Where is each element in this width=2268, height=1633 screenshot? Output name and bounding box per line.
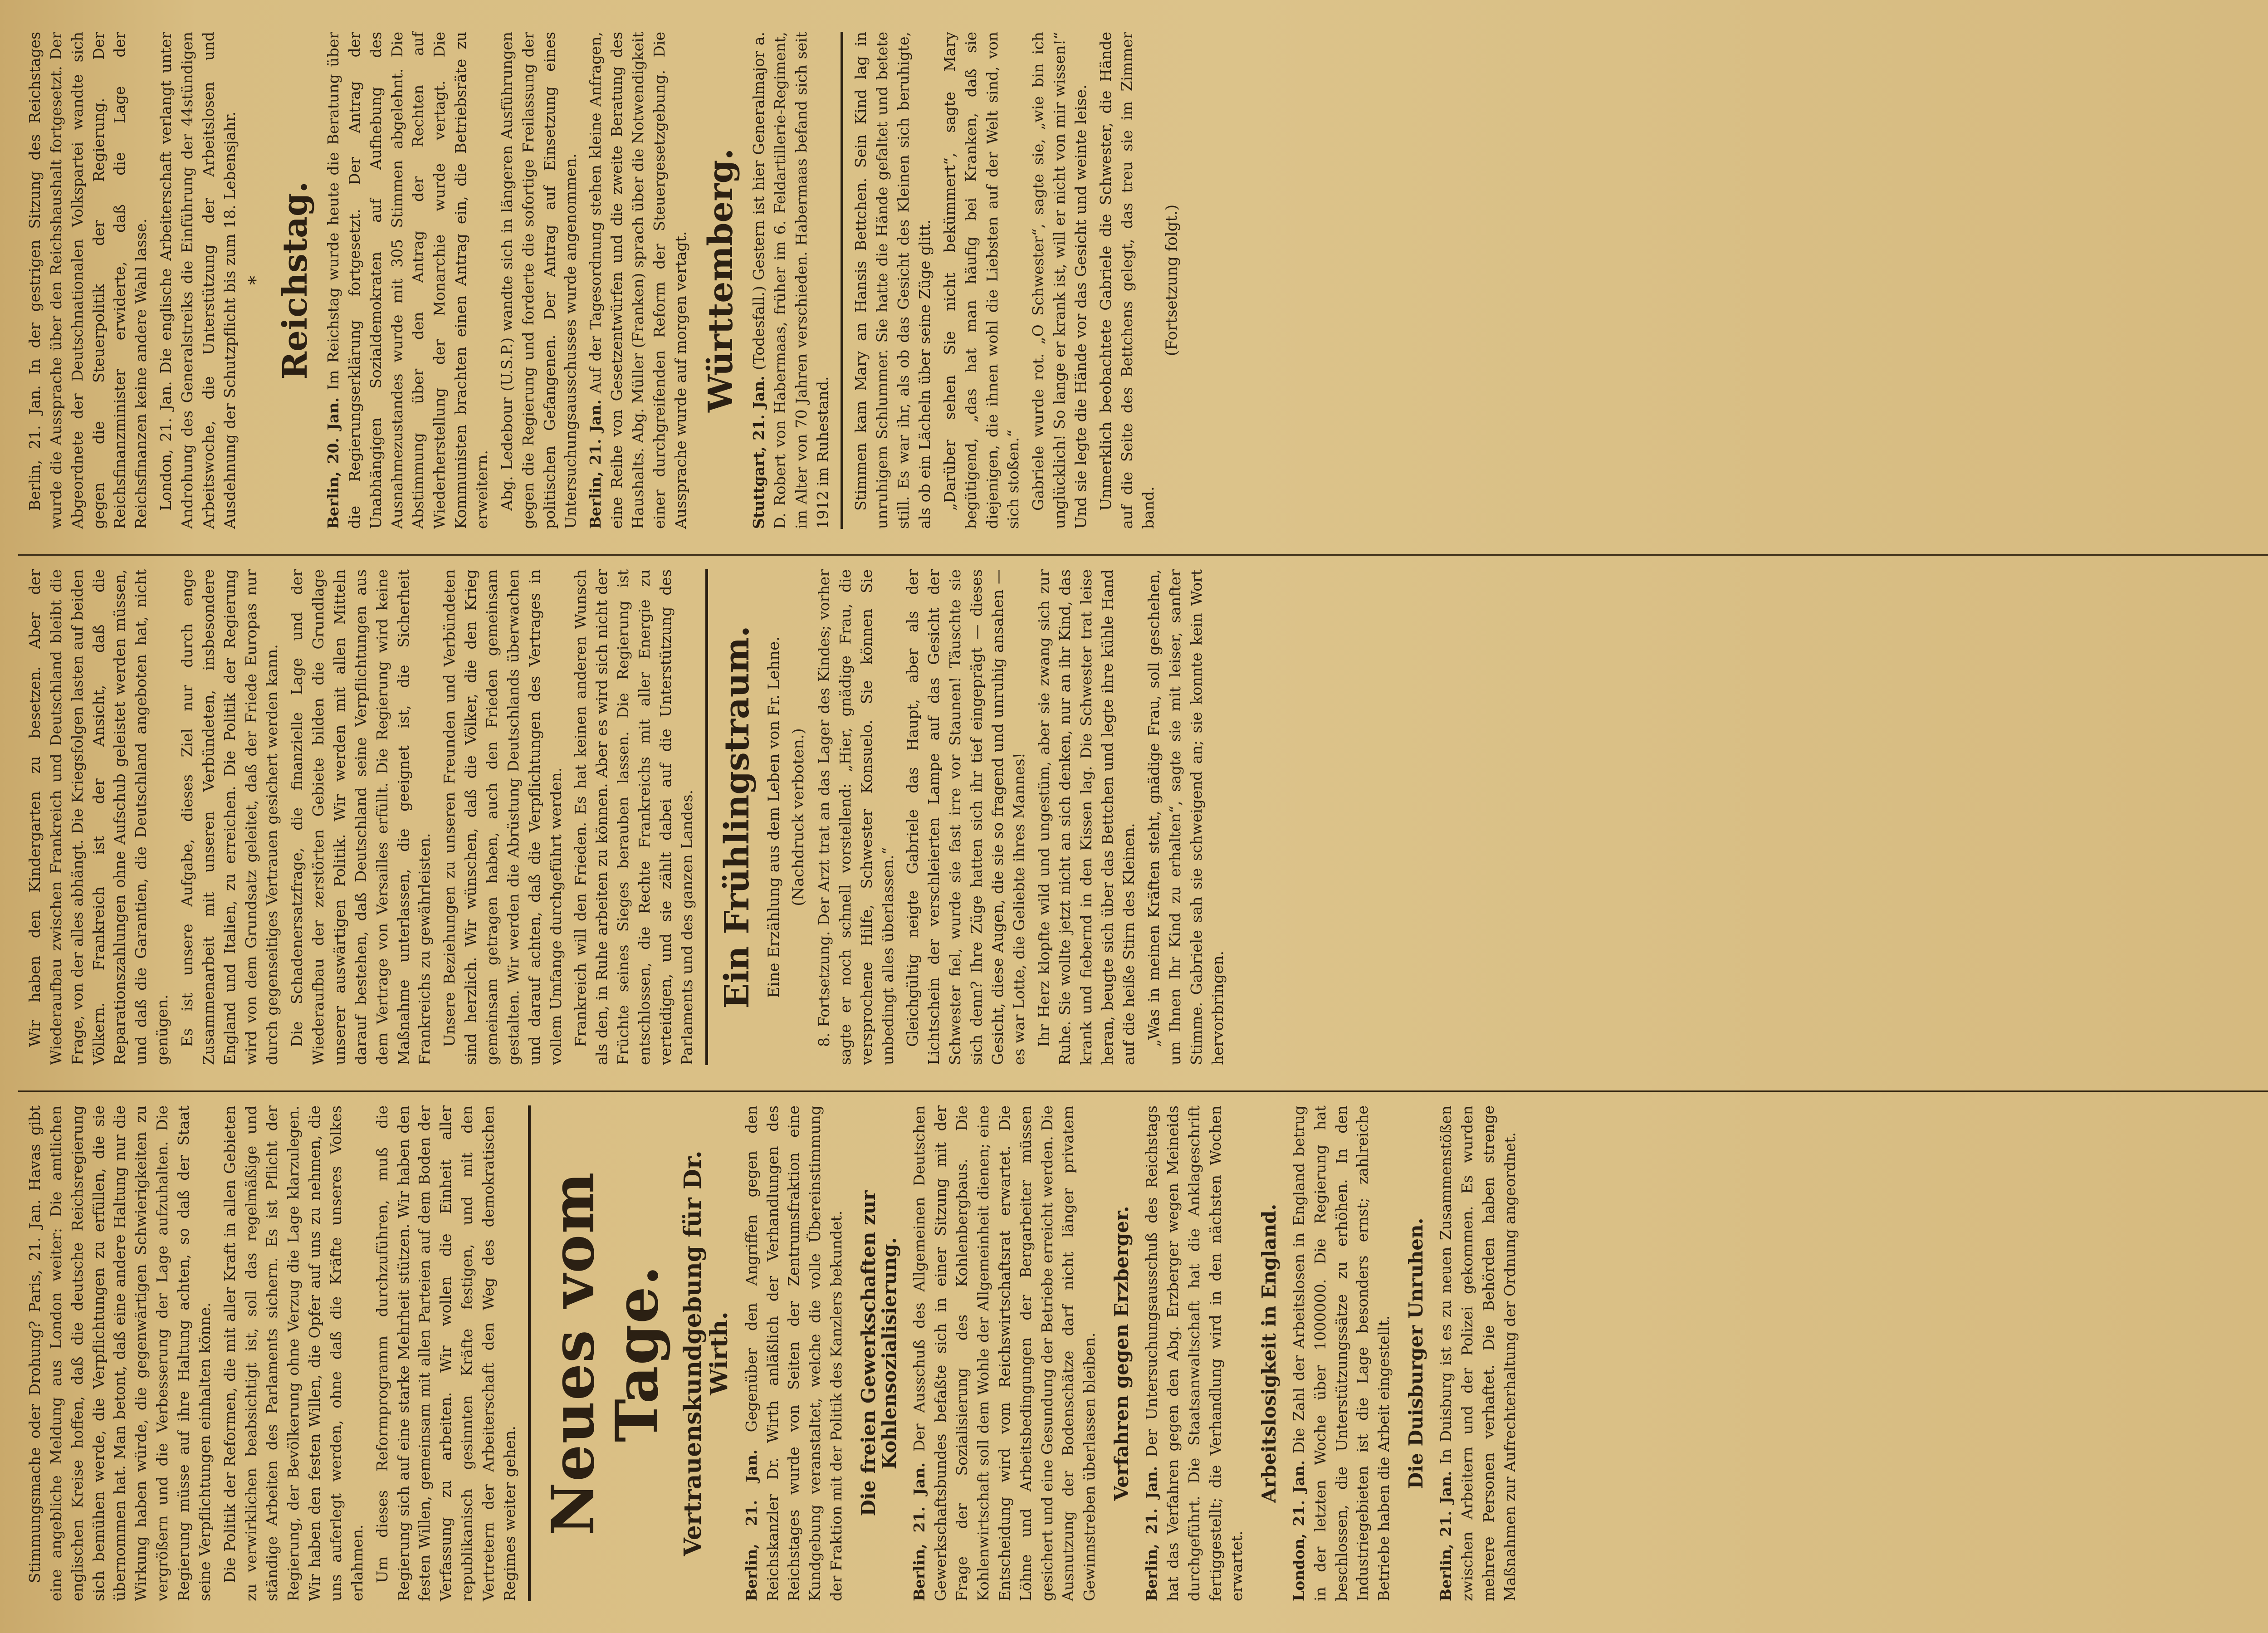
body-paragraph: 8. Fortsetzung. Der Arzt trat an das Lager des Kindes; vorher sagte er noch schnell vorstellend: „Hier, gnädige Frau, die versprochene Hilfe, Schwester Konsuelo. Sie können Sie unbedingt alles überlassen.“ (815, 569, 897, 1065)
body-paragraph: Abg. Ledebour (U.S.P.) wandte sich in längeren Ausführungen gegen die Regierung und forderte die sofortige Freilassung der politischen Gefangenen. Der Antrag auf Einsetzung eines Untersuchungsausschusses wurde angenommen. (498, 32, 580, 529)
article-headline: Verfahren gegen Erzberger. (1110, 1206, 1133, 1501)
news-item (1289, 1105, 1395, 1601)
body-paragraph: Die Politik der Reformen, die mit aller Kraft in allen Gebieten zu verwirklichen beabsichtigt ist, soll das regelmäßige und ständige Arbeiten des Parlaments sichern. Es ist Pflicht der Regierung, der Bevölkerung ohne Verzug die Lage klarzulegen. Wir haben den festen Willen, die Opfer auf uns zu nehmen, die uns auferlegt werden, ohne daß die Kräfte unseres Volkes erlahmen. (220, 1105, 366, 1601)
body-paragraph: Unmerklich beobachtete Gabriele die Schwester, die Hände auf die Seite des Bettchens gelegt, das treu sie im Zimmer band. (1096, 32, 1157, 529)
article-subline: (Nachdruck verboten.) (789, 728, 808, 906)
dateline-place: Stuttgart, 21. Jan. (749, 376, 767, 529)
body-paragraph: London, 21. Jan. Die englische Arbeiterschaft verlangt unter Androhung des Generalstreiks die Einführung der 44stündigen Arbeitswoche, die Unterstützung der Arbeitslosen und Ausdehnung der Schutzpflicht bis zum 18. Lebensjahr. (157, 32, 239, 529)
column-1 (18, 1090, 2268, 1615)
section-divider (528, 1105, 531, 1601)
body-paragraph: Es ist unsere Aufgabe, dieses Ziel nur durch enge Zusammenarbeit mit unseren Verbündeten, insbesondere England und Italien, zu erreichen. Die Politik der Regierung wird von dem Grundsatz geleitet, daß der Friede Europas nur durch gegenseitiges Vertrauen gesichert werden kann. (178, 569, 281, 1065)
article-headline: Ein Frühlingstraum. (717, 626, 757, 1009)
dateline-place: Berlin, 21. Jan. (742, 1449, 760, 1601)
body-paragraph: „Darüber sehen Sie nicht bekümmert“, sagte Mary begütigend, „das hat man häufig bei Kranken, daß sie diejenigen, die ihnen wohl die Liebsten auf der Welt sind, von sich stoßen.“ (940, 32, 1022, 529)
article-headline: Arbeitslosigkeit in England. (1257, 1203, 1280, 1503)
body-paragraph: Unsere Beziehungen zu unseren Freunden und Verbündeten sind herzlich. Wir wünschen, daß die Völker, die den Krieg gemeinsam getragen haben, auch den Frieden gemeinsam gestalten. Wir werden die Abrüstung Deutschlands überwachen und darauf achten, daß die Verpflichtungen des Vertrages in vollem Umfange durchgeführt werden. (440, 569, 565, 1065)
dateline-place: Berlin, 20. Jan. (324, 397, 342, 529)
body-paragraph: Wir haben den Kindergarten zu besetzen. Aber der Wiederaufbau zwischen Frankreich und Deutschland bleibt die Frage, von der alles abhängt. Die Kriegsfolgen lasten auf beiden Völkern. Frankreich ist der Ansicht, daß die Reparationszahlungen ohne Aufschub geleistet werden müssen, und daß die Garantien, die Deutschland angeboten hat, nicht genügen. (26, 569, 171, 1065)
news-item (748, 32, 833, 529)
column-grid (18, 18, 2268, 1615)
body-paragraph: Stimmungsmache oder Drohung? Paris, 21. Jan. Havas gibt eine angebliche Meldung aus London weiter: Die amtlichen englischen Kreise hoffen, daß die deutsche Reichsregierung sich bemühen werde, die Verpflichtungen zu erfüllen, die sie übernommen hat. Man betont, daß eine andere Haltung nur die Wirkung haben würde, die gegenwärtigen Schwierigkeiten zu vergrößern und die Verbesserung der Lage aufzuhalten. Die Regierung müsse auf ihre Haltung achten, so daß der Staat seine Verpflichtungen einhalten könne. (26, 1105, 214, 1601)
section-divider (841, 32, 843, 529)
news-item (1141, 1105, 1247, 1601)
news-text: (Todesfall.) Gestern ist hier Generalmajor a. D. Robert von Habermaas, früher im 6. Feldartillerie-Regiment, im Alter von 70 Jahren verschieden. Habermaas befand sich seit 1912 im Ruhestand. (749, 31, 831, 529)
news-text: Im Reichstag wurde heute die Beratung über die Regierungserklärung fortgesetzt. Der Antrag der Unabhängigen Sozialdemokraten auf Aufhebung des Ausnahmezustandes wurde mit 305 Stimmen abgelehnt. Die Abstimmung über den Antrag der Rechten auf Wiederherstellung der Monarchie wurde vertagt. Die Kommunisten brachten einen Antrag ein, die Betriebsräte zu erweitern. (324, 32, 491, 529)
body-paragraph: Gleichgültig neigte Gabriele das Haupt, aber als der Lichtschein der verschleierten Lampe auf das Gesicht der Schwester fiel, wurde sie fast irre vor Staunen! Täuschte sie sich denn? Ihre Züge hatten sich ihr tief eingeprägt — dieses Gesicht, diese Augen, die sie so fragend und unruhig ansahen — es war Lotte, die Geliebte ihres Mannes! (904, 569, 1028, 1065)
dateline-place: Berlin, 21. Jan. (910, 1462, 929, 1601)
article-headline: Neues vom Tage. (539, 1171, 671, 1535)
body-paragraph: Stimmen kam Mary an Hansis Bettchen. Sein Kind lag in unruhigem Schlummer. Sie hatte die Hände gefaltet und betete still. Es war ihr, als ob das Gesicht des Kleinen sich beruhigte, als ob ein Lächeln über seine Züge glitt. (852, 32, 934, 529)
dateline-place: Berlin, 21. Jan. (1143, 1466, 1161, 1601)
ornament-star: * (245, 276, 266, 285)
news-item (741, 1105, 847, 1601)
article-headline: Die Duisburger Unruhen. (1405, 1217, 1427, 1489)
news-item (909, 1105, 1100, 1601)
news-item (585, 32, 691, 529)
column-3 (18, 18, 2268, 543)
article-headline: Die freien Gewerkschaften zur Kohlensozialisierung. (857, 1190, 901, 1516)
news-text: Auf der Tagesordnung stehen kleine Anfragen, eine Reihe von Gesetzentwürfen und die zweite Beratung des Haushalts. Abg. Müller (Franken) sprach über die Notwendigkeit einer durchgreifenden Reform der Steuergesetzgebung. Die Aussprache wurde auf morgen vertagt. (587, 32, 689, 529)
dateline-place: Berlin, 21. Jan. (587, 399, 605, 529)
body-paragraph: Berlin, 21. Jan. In der gestrigen Sitzung des Reichstages wurde die Aussprache über den Reichshaushalt fortgesetzt. Der Abgeordnete der Deutschnationalen Volkspartei wandte sich gegen die Steuerpolitik der Regierung. Der Reichsfinanzminister erwiderte, daß die Lage der Reichsfinanzen keine andere Wahl lasse. (26, 32, 150, 529)
body-paragraph: Um dieses Reformprogramm durchzuführen, muß die Regierung sich auf eine starke Mehrheit stützen. Wir haben den festen Willen, gemeinsam mit allen Parteien auf dem Boden der Verfassung zu arbeiten. Wir wollen die Einheit aller republikanisch gesinnten Kräfte festigen, und mit den Vertretern der Arbeiterschaft den Weg des demokratischen Regimes weiter gehen. (373, 1105, 518, 1601)
news-text: Der Ausschuß des Allgemeinen Deutschen Gewerkschaftsbundes befaßte sich in einer Sitzung mit der Frage der Sozialisierung des Kohlenbergbaus. Die Kohlenwirtschaft soll dem Wohle der Allgemeinheit dienen; eine Entscheidung wird vom Reichswirtschaftsrat erwartet. Die Löhne und Arbeitsbedingungen der Bergarbeiter müssen gesichert und eine Gesundung der Betriebe erreicht werden. Die Ausnutzung der Bodenschätze darf nicht länger privatem Gewinnstreben überlassen bleiben. (910, 1105, 1099, 1601)
article-subline: (Fortsetzung folgt.) (1163, 204, 1181, 357)
body-paragraph: Ihr Herz klopfte wild und ungestüm, aber sie zwang sich zur Ruhe. Sie wollte jetzt nicht an sich denken, nur an ihr Kind, das krank und fiebernd in den Kissen lag. Die Schwester trat leise heran, beugte sich über das Bettchen und legte ihre kühle Hand auf die heiße Stirn des Kleinen. (1035, 569, 1138, 1065)
article-headline: Reichstag. (275, 181, 315, 380)
column-2 (18, 554, 2268, 1079)
article-headline: Württemberg. (701, 148, 740, 412)
rotated-newspaper (18, 18, 2268, 1615)
article-headline: Vertrauenskundgebung für Dr. Wirth. (679, 1150, 733, 1556)
news-item (323, 32, 493, 529)
section-divider (705, 569, 708, 1065)
news-text: Gegenüber den Angriffen gegen den Reichskanzler Dr. Wirth anläßlich der Verhandlungen des Reichstages wurde von Seiten der Zentrumsfraktion eine Kundgebung veranstaltet, welche die volle Übereinstimmung der Fraktion mit der Politik des Kanzlers bekundet. (742, 1105, 846, 1601)
article-subline: Eine Erzählung aus dem Leben von Fr. Lehne. (765, 636, 783, 998)
news-item (1436, 1105, 1520, 1601)
dateline-place: Berlin, 21. Jan. (1437, 1471, 1455, 1601)
body-paragraph: Die Schadenersatzfrage, die finanzielle Lage und der Wiederaufbau der zerstörten Gebiete bilden die Grundlage unserer auswärtigen Politik. Wir werden mit allen Mitteln darauf bestehen, daß Deutschland seine Verpflichtungen aus dem Vertrage von Versailles erfüllt. Die Regierung wird keine Maßnahme unterlassen, die geeignet ist, die Sicherheit Frankreichs zu gewährleisten. (288, 569, 434, 1065)
news-text: Der Untersuchungsausschuß des Reichstags hat das Verfahren gegen den Abg. Erzberger wegen Meineids durchgeführt. Die Staatsanwaltschaft hat die Anklageschrift fertiggestellt; die Verhandlung wird in den nächsten Wochen erwartet. (1143, 1105, 1246, 1601)
body-paragraph: Frankreich will den Frieden. Es hat keinen anderen Wunsch als den, in Ruhe arbeiten zu können. Aber es wird sich nicht der Früchte seines Sieges berauben lassen. Die Regierung ist entschlossen, die Rechte Frankreichs mit aller Energie zu verteidigen, und sie zählt dabei auf die Unterstützung des Parlaments und des ganzen Landes. (572, 569, 696, 1065)
news-text: Die Zahl der Arbeitslosen in England betrug in der letzten Woche über 1000000. Die Regierung hat beschlossen, die Unterstützungssätze zu erhöhen. In den Industriegebieten ist die Lage besonders ernst; zahlreiche Betriebe haben die Arbeit eingestellt. (1290, 1105, 1393, 1601)
news-text: In Duisburg ist es zu neuen Zusammenstößen zwischen Arbeitern und der Polizei gekommen. Es wurden mehrere Personen verhaftet. Die Behörden haben strenge Maßnahmen zur Aufrechterhaltung der Ordnung angeordnet. (1437, 1105, 1519, 1601)
body-paragraph: „Was in meinen Kräften steht, gnädige Frau, soll geschehen, um Ihnen Ihr Kind zu erhalten“, sagte sie mit leiser, sanfter Stimme. Gabriele sah sie schweigend an; sie konnte kein Wort hervorbringen. (1144, 569, 1227, 1065)
body-paragraph: Gabriele wurde rot. „O Schwester“, sagte sie, „wie bin ich unglücklich! So lange er krank ist, will er nicht von mir wissen!“ Und sie legte die Hände vor das Gesicht und weinte leise. (1029, 32, 1090, 529)
dateline-place: London, 21. Jan. (1290, 1460, 1308, 1601)
